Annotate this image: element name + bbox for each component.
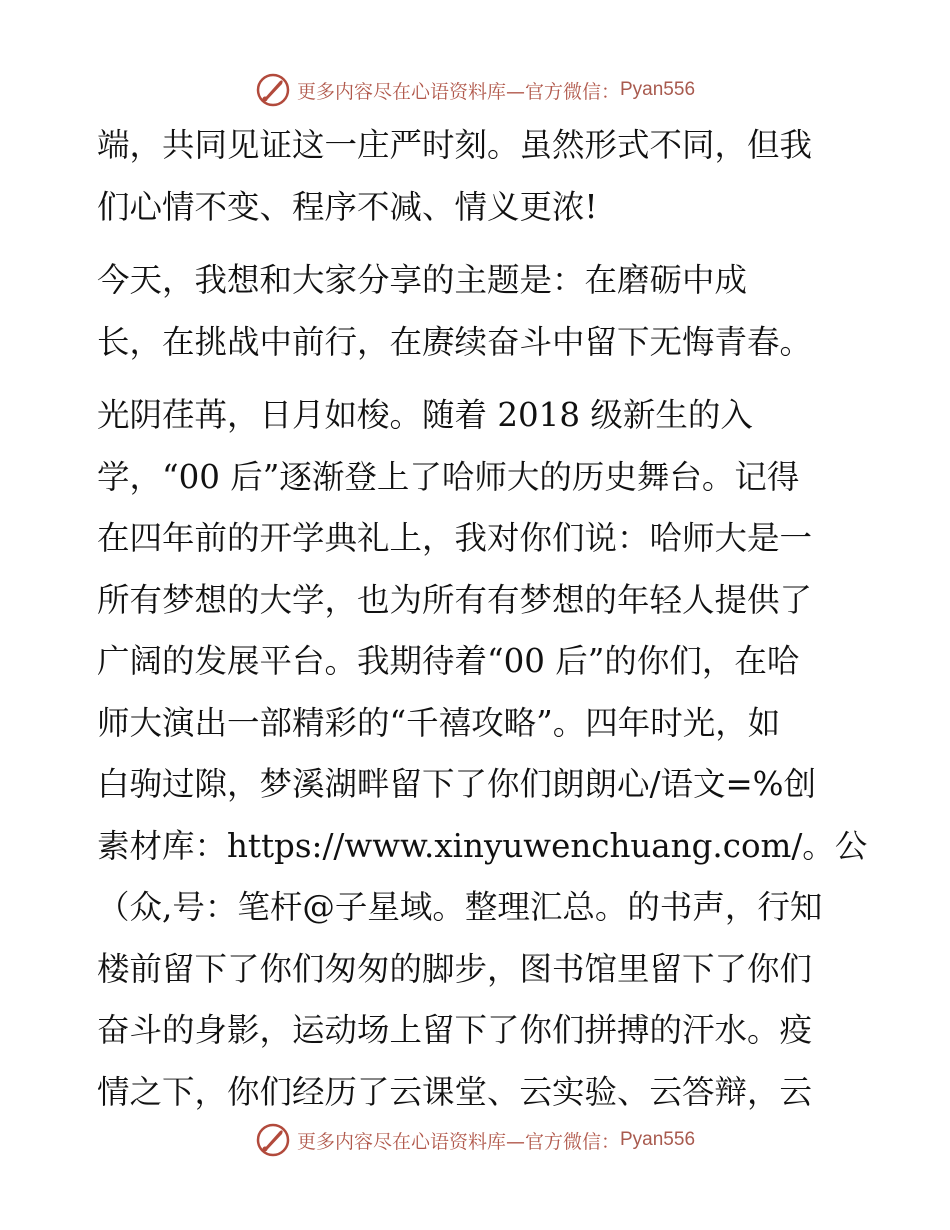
text-line: 奋斗的身影，运动场上留下了你们拼搏的汗水。疫	[97, 1011, 813, 1049]
text-line: 们心情不变、程序不减、情义更浓!	[97, 187, 598, 226]
quill-logo-icon	[255, 1122, 291, 1158]
text-line: （众,号：笔杆@子星域。整理汇总。的书声，行知	[97, 888, 823, 926]
text-line: 今天，我想和大家分享的主题是：在磨砺中成	[97, 261, 748, 299]
footer-wechat-id: Pyan556	[620, 1129, 696, 1150]
text-line: 端，共同见证这一庄严时刻。虽然形式不同，但我	[97, 126, 813, 164]
text-line: 在四年前的开学典礼上，我对你们说：哈师大是一	[97, 519, 813, 557]
text-line: 楼前留下了你们匆匆的脚步，图书馆里留下了你们	[97, 949, 813, 988]
body-text	[97, 115, 867, 1123]
text-line: 情之下，你们经历了云课堂、云实验、云答辩，云	[97, 1072, 813, 1111]
quill-logo-icon	[255, 72, 291, 108]
paragraph-1	[97, 115, 867, 238]
paragraph-3	[97, 385, 867, 1123]
text-line: 长，在挑战中前行，在赓续奋斗中留下无悔青春。	[97, 322, 813, 361]
text-line: 学，“00 后”逐渐登上了哈师大的历史舞台。记得	[97, 457, 800, 496]
text-line: 所有梦想的大学，也为所有有梦想的年轻人提供了	[97, 580, 813, 619]
header-wechat-id: Pyan556	[620, 79, 696, 100]
text-line: 师大演出一部精彩的“千禧攻略”。四年时光，如	[97, 703, 781, 742]
text-line: 白驹过隙，梦溪湖畔留下了你们朗朗心/语文=%创	[97, 765, 817, 803]
text-line: 素材库：https://www.xinyuwenchuang.com/。公	[97, 826, 867, 865]
footer-banner-text: 更多内容尽在心语资料库—官方微信：	[296, 1130, 620, 1153]
footer-banner	[0, 1120, 950, 1160]
header-banner	[0, 70, 950, 110]
header-banner-text: 更多内容尽在心语资料库—官方微信：	[296, 80, 620, 103]
text-line: 广阔的发展平台。我期待着“00 后”的你们，在哈	[97, 642, 800, 680]
text-line: 光阴荏苒，日月如梭。随着 2018 级新生的入	[97, 396, 753, 434]
paragraph-2	[97, 250, 867, 373]
